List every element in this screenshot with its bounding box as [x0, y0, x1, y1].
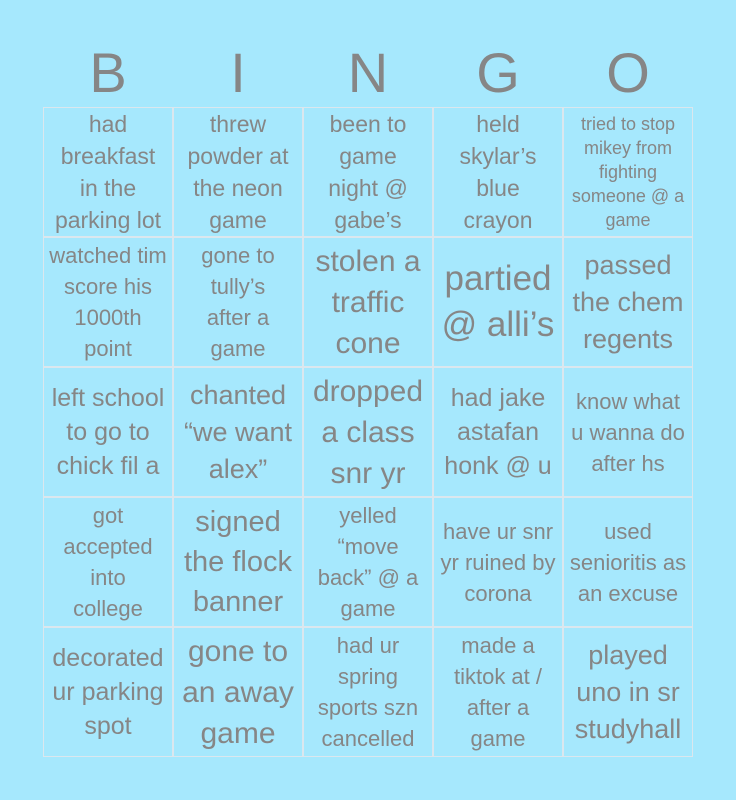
cell-text: partied @ alli’s [441, 259, 555, 344]
cell-text: decorated ur parking spot [52, 644, 164, 740]
cell-text: held skylar’s blue crayon [459, 111, 537, 233]
bingo-cell[interactable] [303, 497, 433, 627]
cell-text: watched tim score his 1000th point [49, 243, 167, 361]
bingo-cell[interactable] [563, 107, 693, 237]
cell-text: chanted “we want alex” [183, 379, 293, 484]
cell-text: got accepted into college [63, 503, 153, 621]
header-letter-n: N [347, 41, 389, 104]
cell-text: have ur snr yr ruined by corona [440, 518, 556, 606]
bingo-cell[interactable] [173, 237, 303, 367]
bingo-cell[interactable] [173, 367, 303, 497]
header-letter-o: O [606, 41, 650, 104]
bingo-cell[interactable] [433, 237, 563, 367]
bingo-cell[interactable] [303, 627, 433, 757]
cell-text: been to game night @ gabe’s [328, 111, 408, 233]
cell-text: gone to an away game [182, 634, 294, 750]
cell-text: know what u wanna do after hs [571, 388, 685, 476]
cell-text: stolen a traffic cone [315, 244, 421, 360]
bingo-cell[interactable] [173, 107, 303, 237]
bingo-cell[interactable] [303, 367, 433, 497]
bingo-cell[interactable] [303, 107, 433, 237]
cell-text: played uno in sr studyhall [574, 639, 682, 744]
cell-text: threw powder at the neon game [187, 111, 289, 233]
bingo-cell[interactable] [173, 627, 303, 757]
bingo-cell[interactable] [433, 497, 563, 627]
bingo-cell[interactable] [43, 237, 173, 367]
header-letter-g: G [476, 41, 520, 104]
bingo-cell[interactable] [43, 497, 173, 627]
bingo-cell[interactable] [173, 497, 303, 627]
cell-text: had breakfast in the parking lot [54, 111, 162, 233]
bingo-card [43, 107, 693, 755]
cell-text: tried to stop mikey from fighting someone @ a game [571, 114, 685, 230]
cell-text: dropped a class snr yr [312, 374, 424, 490]
cell-text: had jake astafan honk @ u [444, 384, 552, 480]
bingo-cell[interactable] [43, 367, 173, 497]
bingo-cell[interactable] [43, 627, 173, 757]
bingo-cell[interactable] [563, 497, 693, 627]
cell-text: passed the chem regents [572, 249, 684, 354]
header-letter-b: B [89, 41, 127, 104]
bingo-cell[interactable] [563, 367, 693, 497]
cell-text: made a tiktok at / after a game [453, 633, 543, 751]
bingo-cell[interactable] [43, 107, 173, 237]
header-letter-i: I [230, 41, 246, 104]
cell-text: had ur spring sports szn cancelled [317, 633, 419, 751]
cell-text: used senioritis as an excuse [569, 518, 687, 606]
cell-text: signed the flock banner [184, 506, 292, 618]
cell-text: yelled “move back” @ a game [317, 503, 419, 621]
cell-text: gone to tully’s after a game [201, 243, 275, 361]
cell-text: left school to go to chick fil a [51, 384, 165, 480]
bingo-cell[interactable] [563, 627, 693, 757]
bingo-cell[interactable] [303, 237, 433, 367]
bingo-cell[interactable] [563, 237, 693, 367]
bingo-header [43, 40, 693, 106]
bingo-cell[interactable] [433, 627, 563, 757]
bingo-cell[interactable] [433, 107, 563, 237]
bingo-cell[interactable] [433, 367, 563, 497]
